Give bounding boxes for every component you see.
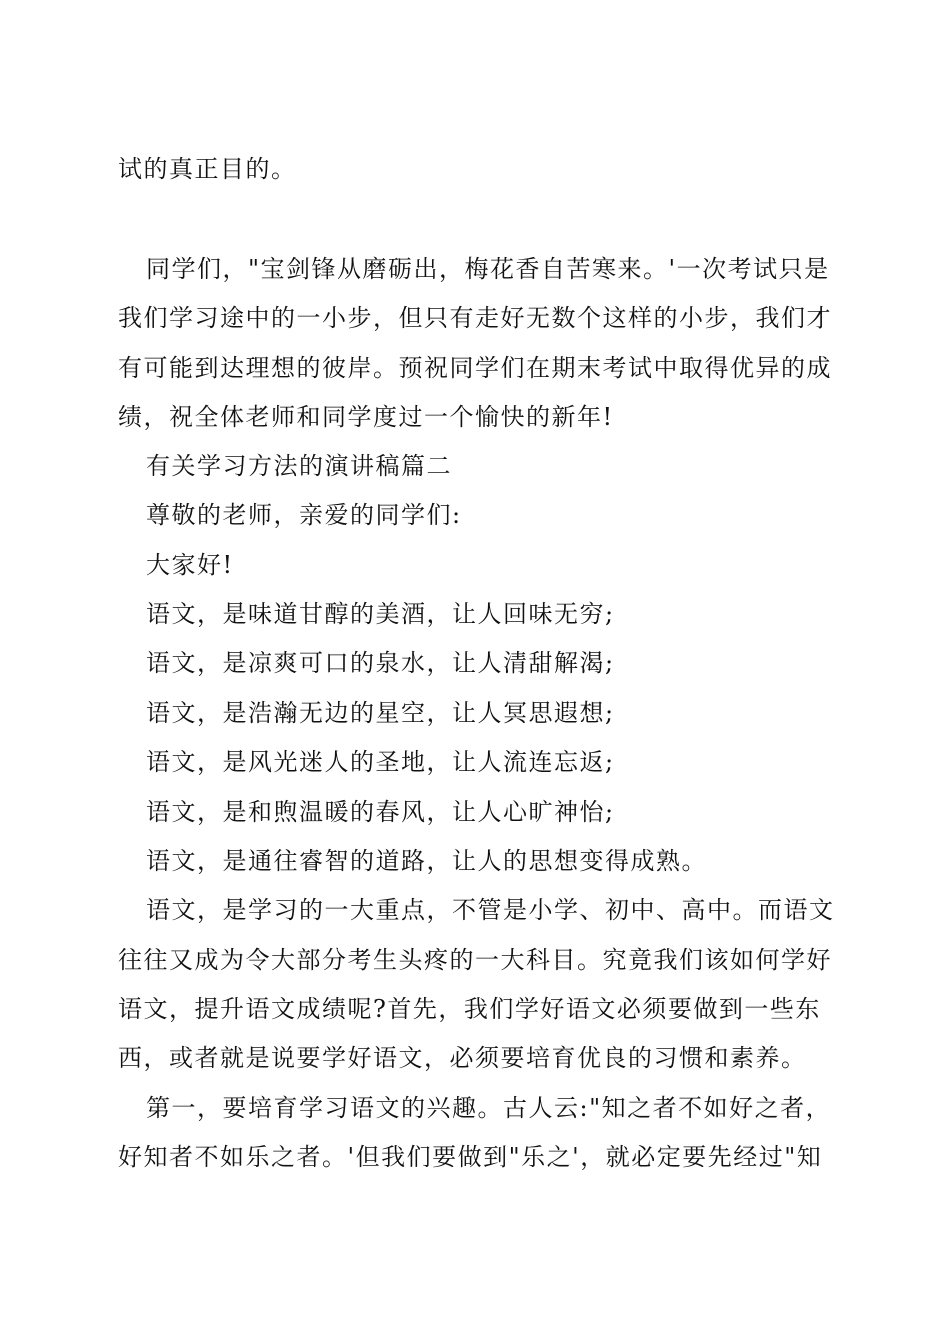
text-line: 西，或者就是说要学好语文，必须要培育优良的习惯和素养。 [118,1044,807,1072]
greeting: 大家好! [146,551,234,579]
poem-line: 语文，是风光迷人的圣地，让人流连忘返; [146,748,615,776]
text-line: 语文，提升语文成绩呢?首先，我们学好语文必须要做到一些东 [118,995,821,1023]
text-line: 我们学习途中的一小步，但只有走好无数个这样的小步，我们才 [118,304,832,332]
paragraph-line: 第一，要培育学习语文的兴趣。古人云:"知之者不如好之者， [146,1094,832,1122]
text-line: 有可能到达理想的彼岸。预祝同学们在期末考试中取得优异的成 [118,354,832,382]
poem-line: 语文，是通往睿智的道路，让人的思想变得成熟。 [146,847,707,875]
text-line: 绩，祝全体老师和同学度过一个愉快的新年! [118,403,614,431]
text-line: 好知者不如乐之者。'但我们要做到"乐之'，就必定要先经过"知 [118,1143,823,1171]
poem-line: 语文，是和煦温暖的春风，让人心旷神怡; [146,798,615,826]
salutation: 尊敬的老师，亲爱的同学们: [146,501,462,529]
text-line: 试的真正目的。 [118,155,297,183]
paragraph-line: 语文，是学习的一大重点，不管是小学、初中、高中。而语文 [146,896,835,924]
paragraph-line: 同学们，"宝剑锋从磨砺出，梅花香自苦寒来。'一次考试只是 [146,255,830,283]
poem-line: 语文，是味道甘醇的美酒，让人回味无穷; [146,600,615,628]
section-heading: 有关学习方法的演讲稿篇二 [146,452,452,480]
poem-line: 语文，是浩瀚无边的星空，让人冥思遐想; [146,699,615,727]
poem-line: 语文，是凉爽可口的泉水，让人清甜解渴; [146,649,615,677]
text-line: 往往又成为令大部分考生头疼的一大科目。究竟我们该如何学好 [118,946,832,974]
